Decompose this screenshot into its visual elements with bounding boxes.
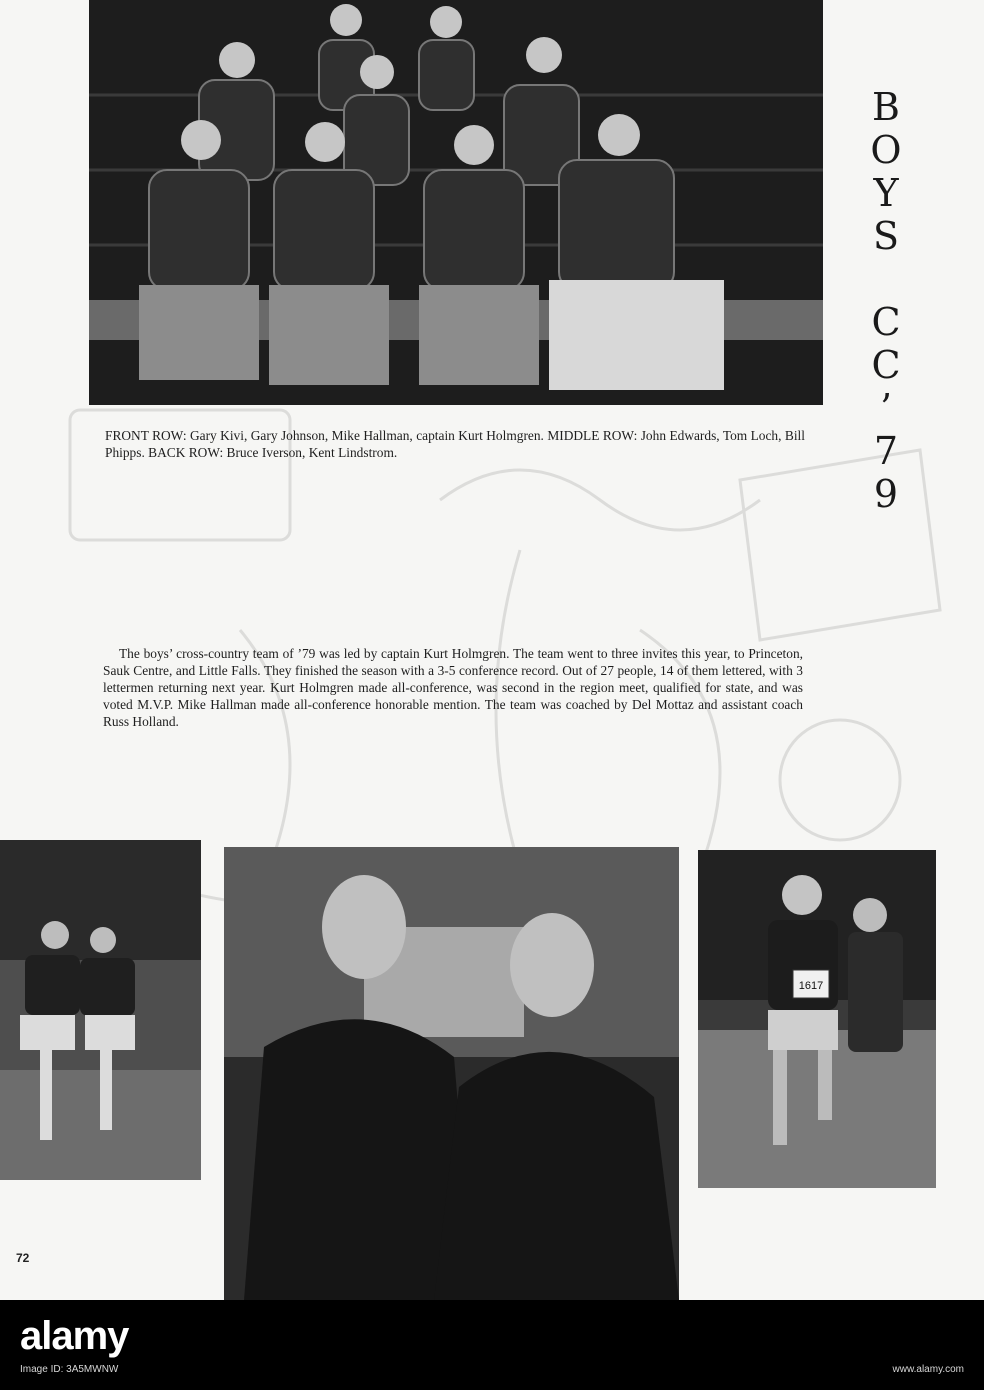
runner-bib-number: 1617: [798, 980, 824, 992]
title-letter: ’: [879, 386, 893, 430]
title-letter: C: [871, 300, 901, 344]
title-letter: 9: [873, 472, 899, 516]
title-letter: B: [872, 85, 900, 129]
footer-url[interactable]: www.alamy.com: [892, 1364, 964, 1375]
alamy-logo: alamy: [20, 1314, 129, 1358]
photo-runners-left: [0, 840, 201, 1180]
title-letter: O: [870, 128, 902, 172]
photo-jackets-center: [224, 847, 679, 1300]
page-number: 72: [16, 1251, 30, 1265]
title-letter: Y: [873, 171, 899, 215]
vertical-title: [860, 86, 912, 516]
title-letter: C: [871, 343, 901, 387]
team-photo: [89, 0, 823, 405]
image-id: Image ID: 3A5MWNW: [20, 1364, 119, 1375]
story-paragraph: The boys’ cross-country team of ’79 was led by captain Kurt Holmgren. The team went to three invites this year, to Princeton, Sauk Centre, and Little Falls. They finished the season with a 3-5 conference record. Out of 27 people, 14 of them lettered, with 3 lettermen returning next year. Kurt Holmgren made all-conference, was second in the region meet, qualified for state, and was voted M.V.P. Mike Hallman made all-conference honorable mention. The team was coached by Del Mottaz and assistant coach Russ Holland.: [103, 646, 803, 729]
title-letter: S: [872, 214, 900, 258]
photo-runner-right: [698, 850, 936, 1188]
title-gap: [860, 258, 912, 301]
team-caption: FRONT ROW: Gary Kivi, Gary Johnson, Mike Hallman, captain Kurt Holmgren. MIDDLE ROW: John Edwards, Tom Loch, Bill Phipps. BACK ROW: Bruce Iverson, Kent Lindstrom.: [105, 428, 805, 460]
footer-bar: [0, 1300, 984, 1390]
title-letter: 7: [873, 429, 899, 473]
